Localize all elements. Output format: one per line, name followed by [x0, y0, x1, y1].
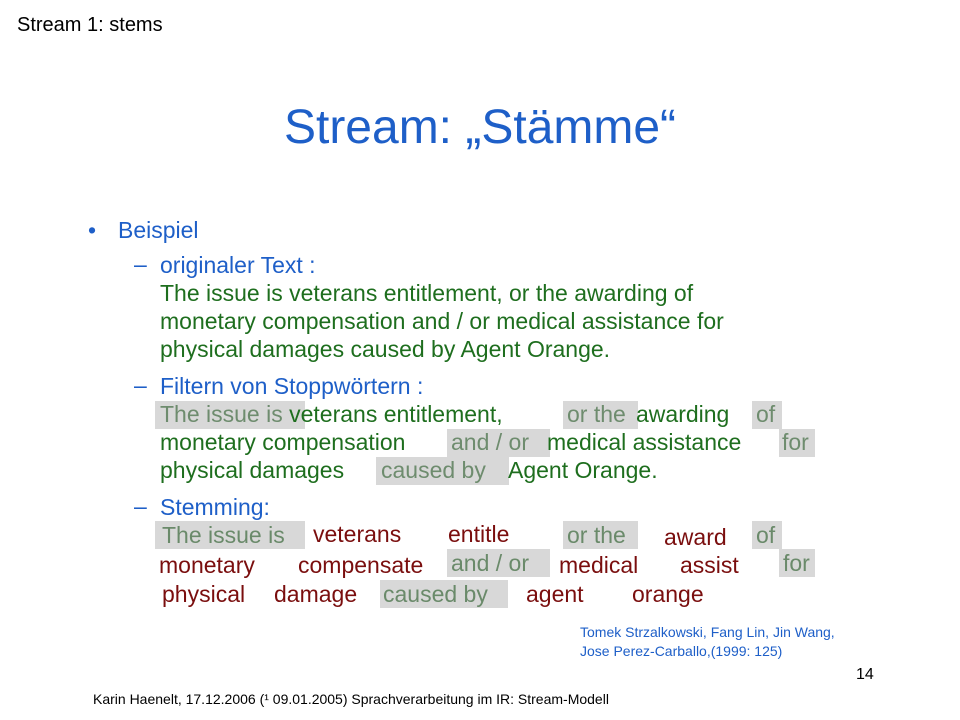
stopword: of [756, 522, 776, 548]
stopword: and / or [451, 550, 529, 576]
stopword: and / or [451, 429, 529, 455]
stem-word: medical [555, 552, 642, 578]
dash-original: – [134, 251, 147, 277]
stopword: The issue is [162, 522, 285, 548]
original-label: originaler Text : [160, 252, 316, 278]
stopword: for [783, 550, 810, 576]
stem-word: monetary [155, 552, 259, 578]
slide-title: Stream: „Stämme“ [283, 101, 677, 154]
citation-line: Jose Perez-Carballo,(1999: 125) [580, 643, 783, 659]
bullet-marker: • [88, 217, 97, 243]
bullet-label: Beispiel [118, 217, 199, 243]
stem-word: award [660, 524, 731, 550]
stem-word: veterans [309, 521, 405, 547]
citation [580, 623, 835, 661]
original-line-3: physical damages caused by Agent Orange. [160, 336, 611, 362]
original-line-1: The issue is veterans entitlement, or the awarding of [160, 280, 694, 306]
stem-word: orange [628, 581, 708, 607]
stem-word: damage [270, 581, 361, 607]
stopword: The issue is [160, 401, 283, 427]
dash-filter: – [134, 372, 147, 398]
page-number: 14 [856, 666, 874, 683]
filter-label: Filtern von Stoppwörtern : [160, 373, 424, 399]
stopword: caused by [381, 457, 486, 483]
stopword: or the [567, 522, 626, 548]
dash-stemming: – [134, 493, 147, 519]
stem-word: compensate [294, 552, 427, 578]
stopword: for [782, 429, 809, 455]
citation-line: Tomek Strzalkowski, Fang Lin, Jin Wang, [580, 624, 835, 640]
stem-word: assist [676, 552, 743, 578]
stopword: of [756, 401, 776, 427]
slide-header: Stream 1: stems [17, 14, 163, 36]
content-text: Agent Orange. [508, 457, 658, 483]
stem-word: agent [522, 581, 588, 607]
filter-line-1 [160, 400, 503, 428]
slide-footer: Karin Haenelt, 17.12.2006 (¹ 09.01.2005) Sprachverarbeitung im IR: Stream-Modell [93, 691, 609, 707]
content-text: monetary compensation [160, 429, 406, 455]
stopword: or the [567, 401, 626, 427]
content-text: awarding [636, 401, 730, 427]
stopword: caused by [383, 581, 488, 607]
stem-word: entitle [444, 521, 513, 547]
stem-word: physical [158, 581, 249, 607]
stemming-label: Stemming: [160, 494, 270, 520]
content-text: medical assistance [547, 429, 742, 455]
content-text: physical damages [160, 457, 345, 483]
original-line-2: monetary compensation and / or medical assistance for [160, 308, 724, 334]
content-text: veterans entitlement, [282, 401, 503, 427]
